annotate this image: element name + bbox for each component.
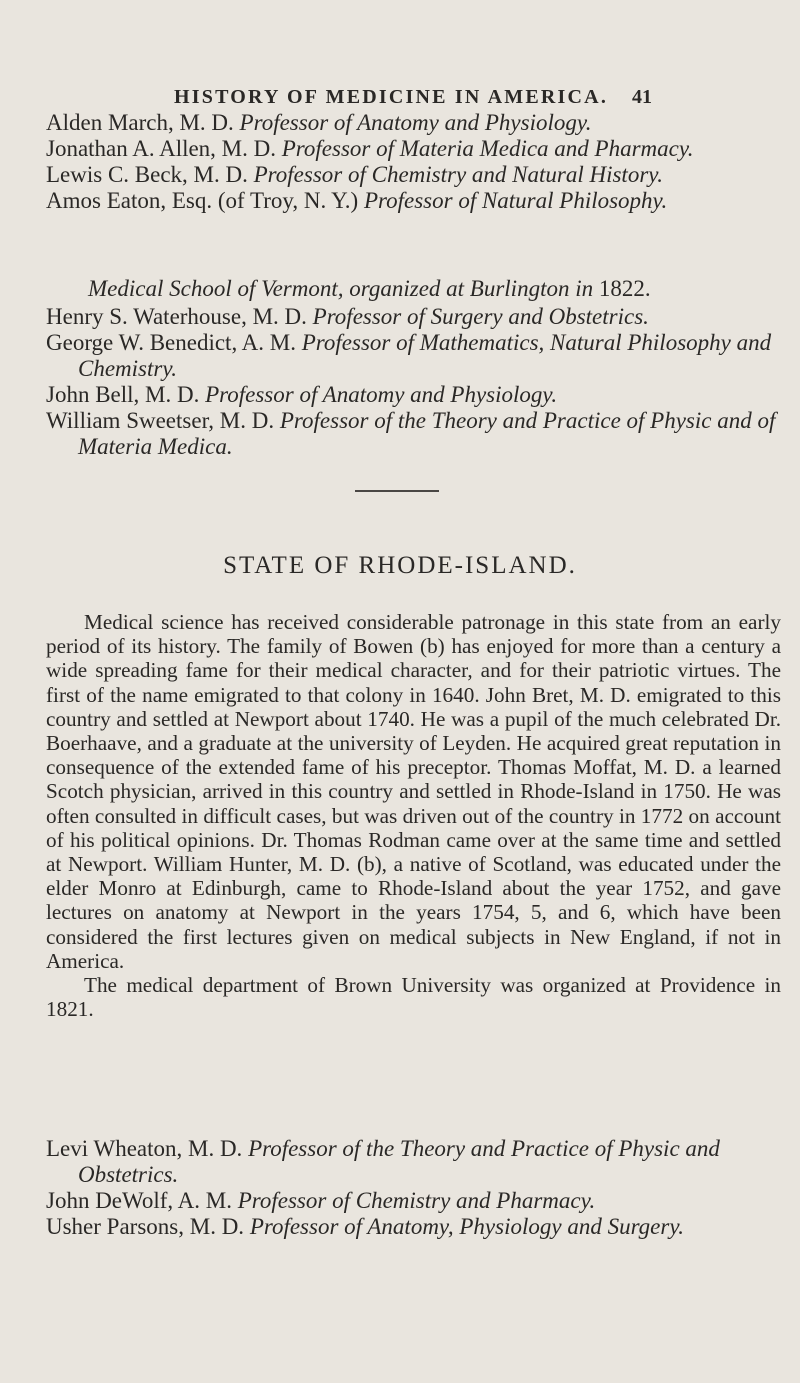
faculty-list-brown: [46, 1136, 781, 1240]
section-body: [46, 610, 781, 1021]
faculty-entry: [46, 382, 781, 408]
faculty-title: Professor of Natural Philosophy.: [363, 188, 668, 213]
faculty-title: Professor of Anatomy and Physiology.: [205, 382, 558, 407]
section-divider: [355, 490, 439, 492]
faculty-title: Professor of Chemistry and Natural History.: [253, 162, 663, 187]
faculty-entry: [46, 1188, 781, 1214]
faculty-entry: [46, 330, 781, 382]
faculty-name: Alden March, M. D.: [46, 110, 234, 135]
faculty-title: Professor of Anatomy, Physiology and Surgery.: [249, 1214, 685, 1239]
faculty-name: Amos Eaton, Esq. (of Troy, N. Y.): [46, 188, 359, 213]
running-title: HISTORY OF MEDICINE IN AMERICA.: [174, 86, 609, 108]
page-number: 41: [632, 86, 652, 108]
body-paragraph: The medical department of Brown University was organized at Providence in 1821.: [46, 973, 781, 1022]
faculty-title: Professor of Chemistry and Pharmacy.: [237, 1188, 596, 1213]
faculty-list-vermont: [46, 304, 781, 460]
faculty-name: William Sweetser, M. D.: [46, 408, 275, 433]
section-heading: STATE OF RHODE-ISLAND.: [223, 552, 577, 579]
faculty-title: Professor of the Theory and Practice of Physic and of Materia Medica.: [78, 408, 776, 459]
vermont-school-heading: Medical School of Vermont, organized at Burlington in 1822.: [88, 276, 651, 301]
faculty-title: Professor of Materia Medica and Pharmacy.: [281, 136, 694, 161]
faculty-name: Henry S. Waterhouse, M. D.: [46, 304, 307, 329]
faculty-entry: [46, 1136, 781, 1188]
faculty-name: Lewis C. Beck, M. D.: [46, 162, 248, 187]
faculty-name: John Bell, M. D.: [46, 382, 200, 407]
faculty-title: Professor of Surgery and Obstetrics.: [312, 304, 649, 329]
body-paragraph: Medical science has received considerable patronage in this state from an early period of its history. The family of Bowen (b) has enjoyed for more than a century a wide spreading fame for their medical character, and for their patriotic virtues. The first of the name emigrated to that colony in 1640. John Bret, M. D. emigrated to this country and settled at Newport about 1740. He was a pupil of the much celebrated Dr. Boerhaave, and a graduate at the university of Leyden. He acquired great reputation in consequence of the extended fame of his preceptor. Thomas Moffat, M. D. a learned Scotch physician, arrived in this country and settled in Rhode-Island in 1750. He was often consulted in difficult cases, but was driven out of the country in 1772 on account of his political opinions. Dr. Thomas Rodman came over at the same time and settled at Newport. William Hunter, M. D. (b), a native of Scotland, was educated under the elder Monro at Edinburgh, came to Rhode-Island about the year 1752, and gave lectures on anatomy at Newport in the years 1754, 5, and 6, which have been considered the first lectures given on medical subjects in New England, if not in America.: [46, 610, 781, 973]
faculty-title: Professor of the Theory and Practice of Physic and Obstetrics.: [78, 1136, 720, 1187]
faculty-entry: [46, 162, 781, 188]
faculty-entry: [46, 408, 781, 460]
faculty-entry: [46, 136, 781, 162]
faculty-title: Professor of Anatomy and Physiology.: [239, 110, 592, 135]
faculty-list-albany: [46, 110, 781, 214]
faculty-entry: [46, 110, 781, 136]
faculty-entry: [46, 1214, 781, 1240]
faculty-title: Professor of Mathematics, Natural Philosophy and Chemistry.: [78, 330, 772, 381]
faculty-name: Usher Parsons, M. D.: [46, 1214, 245, 1239]
faculty-name: Jonathan A. Allen, M. D.: [46, 136, 276, 161]
faculty-name: George W. Benedict, A. M.: [46, 330, 296, 355]
faculty-name: Levi Wheaton, M. D.: [46, 1136, 243, 1161]
faculty-entry: [46, 188, 781, 214]
vermont-school-year: 1822.: [598, 276, 651, 301]
faculty-entry: [46, 304, 781, 330]
faculty-name: John DeWolf, A. M.: [46, 1188, 232, 1213]
